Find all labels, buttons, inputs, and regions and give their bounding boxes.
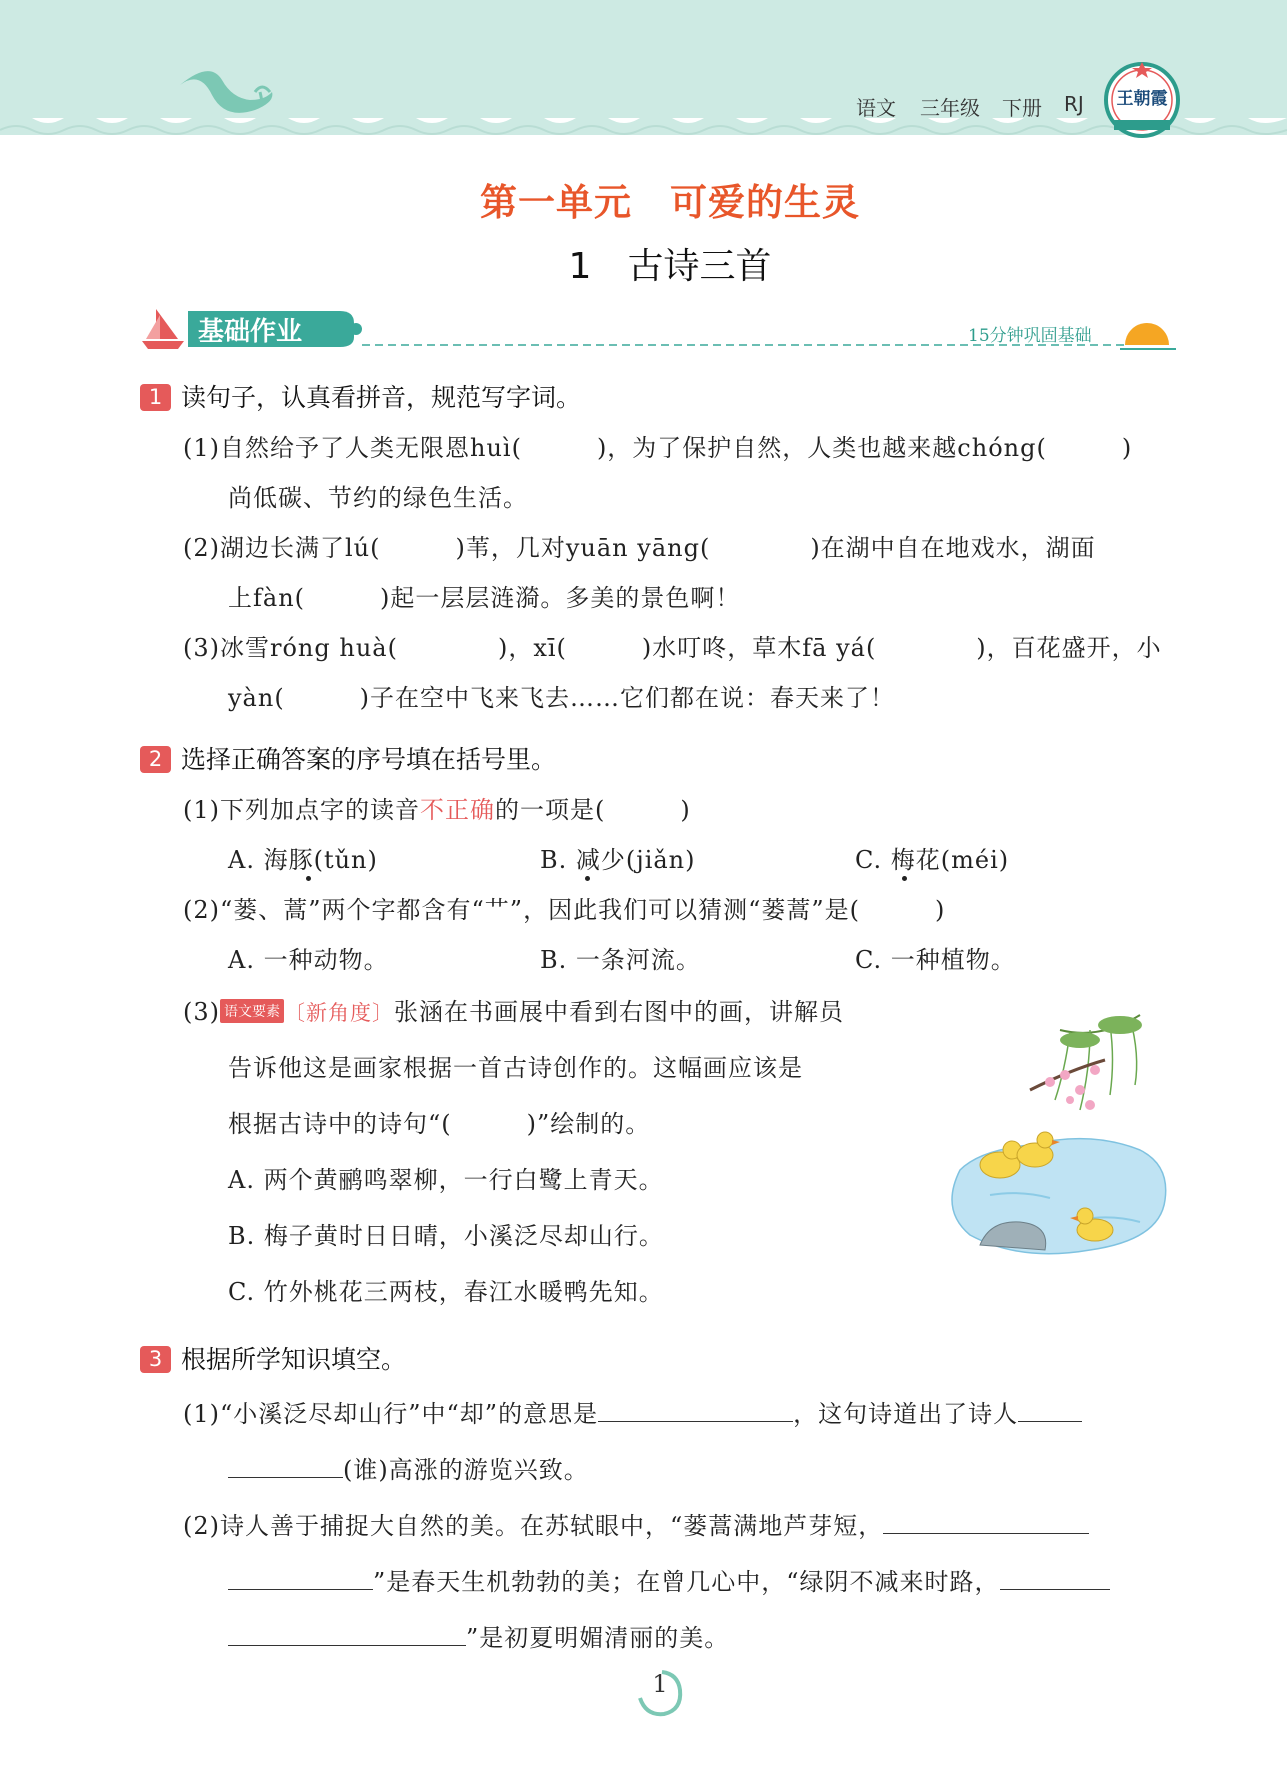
q3-line-1-a: (1)“小溪泛尽却山行”中“却”的意思是 bbox=[183, 1400, 599, 1428]
q2-part2-option-a: A. 一种动物。 bbox=[228, 946, 389, 974]
q1-line-2: 尚低碳、节约的绿色生活。 bbox=[228, 484, 528, 512]
q2-title: 选择正确答案的序号填在括号里。 bbox=[181, 745, 557, 774]
q2-part3-option-c: C. 竹外桃花三两枝，春江水暖鸭先知。 bbox=[228, 1278, 664, 1306]
section-note: 15分钟巩固基础 bbox=[968, 326, 1092, 346]
q1-line-3: (2)湖边长满了lú( )苇，几对yuān yāng( )在湖中自在地戏水，湖面 bbox=[183, 534, 1096, 562]
q3-line-4-text: ”是春天生机勃勃的美；在曾几心中，“绿阴不减来时路， bbox=[373, 1568, 1000, 1596]
header-subject: 语文 bbox=[856, 96, 896, 120]
q3-heading bbox=[140, 1340, 406, 1376]
publisher-logo bbox=[1102, 58, 1182, 138]
answer-blank[interactable] bbox=[883, 1533, 1089, 1534]
q3-line-3 bbox=[183, 1506, 1089, 1541]
q2-part3-option-b: B. 梅子黄时日日晴，小溪泛尽却山行。 bbox=[228, 1222, 664, 1250]
q2-part1-post: 的一项是( ) bbox=[495, 796, 691, 824]
q2-part2: (2)“蒌、蒿”两个字都含有“艹”，因此我们可以猜测“蒌蒿”是( ) bbox=[183, 896, 946, 924]
answer-blank[interactable] bbox=[228, 1645, 466, 1646]
q2-part2-option-b: B. 一条河流。 bbox=[540, 946, 701, 974]
q1-number: 1 bbox=[140, 384, 171, 411]
q3-line-2-text: (谁)高涨的游览兴致。 bbox=[343, 1456, 589, 1484]
q2-part3-tag: 语文要素 bbox=[220, 999, 284, 1023]
q2-part3-tag-new-angle: 〔新角度〕 bbox=[284, 1001, 394, 1025]
emphasis-dot bbox=[902, 876, 907, 881]
q2-part3-text-1: 张涵在书画展中看到右图中的画，讲解员 bbox=[394, 998, 844, 1026]
sailboat-icon bbox=[142, 309, 184, 349]
q3-number: 3 bbox=[140, 1346, 171, 1373]
answer-blank[interactable] bbox=[228, 1589, 373, 1590]
q2-heading bbox=[140, 740, 556, 776]
q2-part1 bbox=[183, 790, 691, 825]
q3-line-1 bbox=[183, 1394, 1082, 1429]
header-edition: RJ bbox=[1064, 92, 1084, 116]
q2-part1-option-a: A. 海豚(tǔn) bbox=[228, 846, 378, 874]
q3-line-1-b: ，这句诗道出了诗人 bbox=[793, 1400, 1019, 1428]
q1-heading bbox=[140, 378, 581, 414]
q2-part1-pre: (1)下列加点字的读音 bbox=[183, 796, 420, 824]
q2-part3-line-3: 根据古诗中的诗句“( )”绘制的。 bbox=[228, 1110, 651, 1138]
q2-part1-option-b: B. 减少(jiǎn) bbox=[540, 846, 696, 874]
q2-part2-option-c: C. 一种植物。 bbox=[855, 946, 1016, 974]
q3-line-4 bbox=[228, 1562, 1110, 1597]
header-grade: 三年级 bbox=[920, 96, 980, 120]
q2-part1-option-c: C. 梅花(méi) bbox=[855, 846, 1010, 874]
emphasis-dot bbox=[585, 876, 590, 881]
header-volume: 下册 bbox=[1002, 96, 1042, 120]
q2-part1-emphasis: 不正确 bbox=[420, 796, 495, 824]
lesson-title: 1 古诗三首 bbox=[568, 246, 772, 287]
q1-line-4: 上fàn( )起一层层涟漪。多美的景色啊！ bbox=[228, 584, 741, 612]
peach-blossom-icon bbox=[1030, 1060, 1105, 1110]
q2-part3-option-a: A. 两个黄鹂鸣翠柳，一行白鹭上青天。 bbox=[228, 1166, 664, 1194]
q2-part3-line-1 bbox=[183, 992, 844, 1027]
answer-blank[interactable] bbox=[1018, 1421, 1082, 1422]
header-wave-band bbox=[0, 0, 1287, 150]
q3-title: 根据所学知识填空。 bbox=[181, 1345, 407, 1374]
sunset-icon bbox=[1120, 323, 1176, 349]
q2-part3-prefix: (3) bbox=[183, 998, 220, 1026]
page-number: 1 bbox=[652, 1670, 668, 1698]
q2-part3-line-2: 告诉他这是画家根据一首古诗创作的。这幅画应该是 bbox=[228, 1054, 803, 1082]
answer-blank[interactable] bbox=[1000, 1589, 1110, 1590]
answer-blank[interactable] bbox=[598, 1421, 793, 1422]
q1-line-5: (3)冰雪róng huà( )，xī( )水叮咚，草木fā yá( )，百花盛开，小 bbox=[183, 634, 1162, 662]
q1-line-1: (1)自然给予了人类无限恩huì( )，为了保护自然，人类也越来越chóng( ) bbox=[183, 434, 1133, 462]
q3-line-5 bbox=[228, 1618, 729, 1653]
q1-title: 读句子，认真看拼音，规范写字词。 bbox=[181, 383, 582, 412]
q3-line-2 bbox=[228, 1450, 589, 1485]
section-label: 基础作业 bbox=[198, 317, 303, 347]
duck-pond-illustration bbox=[940, 1000, 1180, 1265]
logo-text: 王朝霞 bbox=[1116, 89, 1168, 109]
q1-line-6: yàn( )子在空中飞来飞去……它们都在说：春天来了！ bbox=[228, 684, 896, 712]
q2-number: 2 bbox=[140, 746, 171, 773]
q3-line-5-text: ”是初夏明媚清丽的美。 bbox=[466, 1624, 730, 1652]
answer-blank[interactable] bbox=[228, 1477, 343, 1478]
q3-line-3-text: (2)诗人善于捕捉大自然的美。在苏轼眼中，“蒌蒿满地芦芽短， bbox=[183, 1512, 884, 1540]
emphasis-dot bbox=[306, 876, 311, 881]
unit-title: 第一单元 可爱的生灵 bbox=[480, 181, 860, 224]
